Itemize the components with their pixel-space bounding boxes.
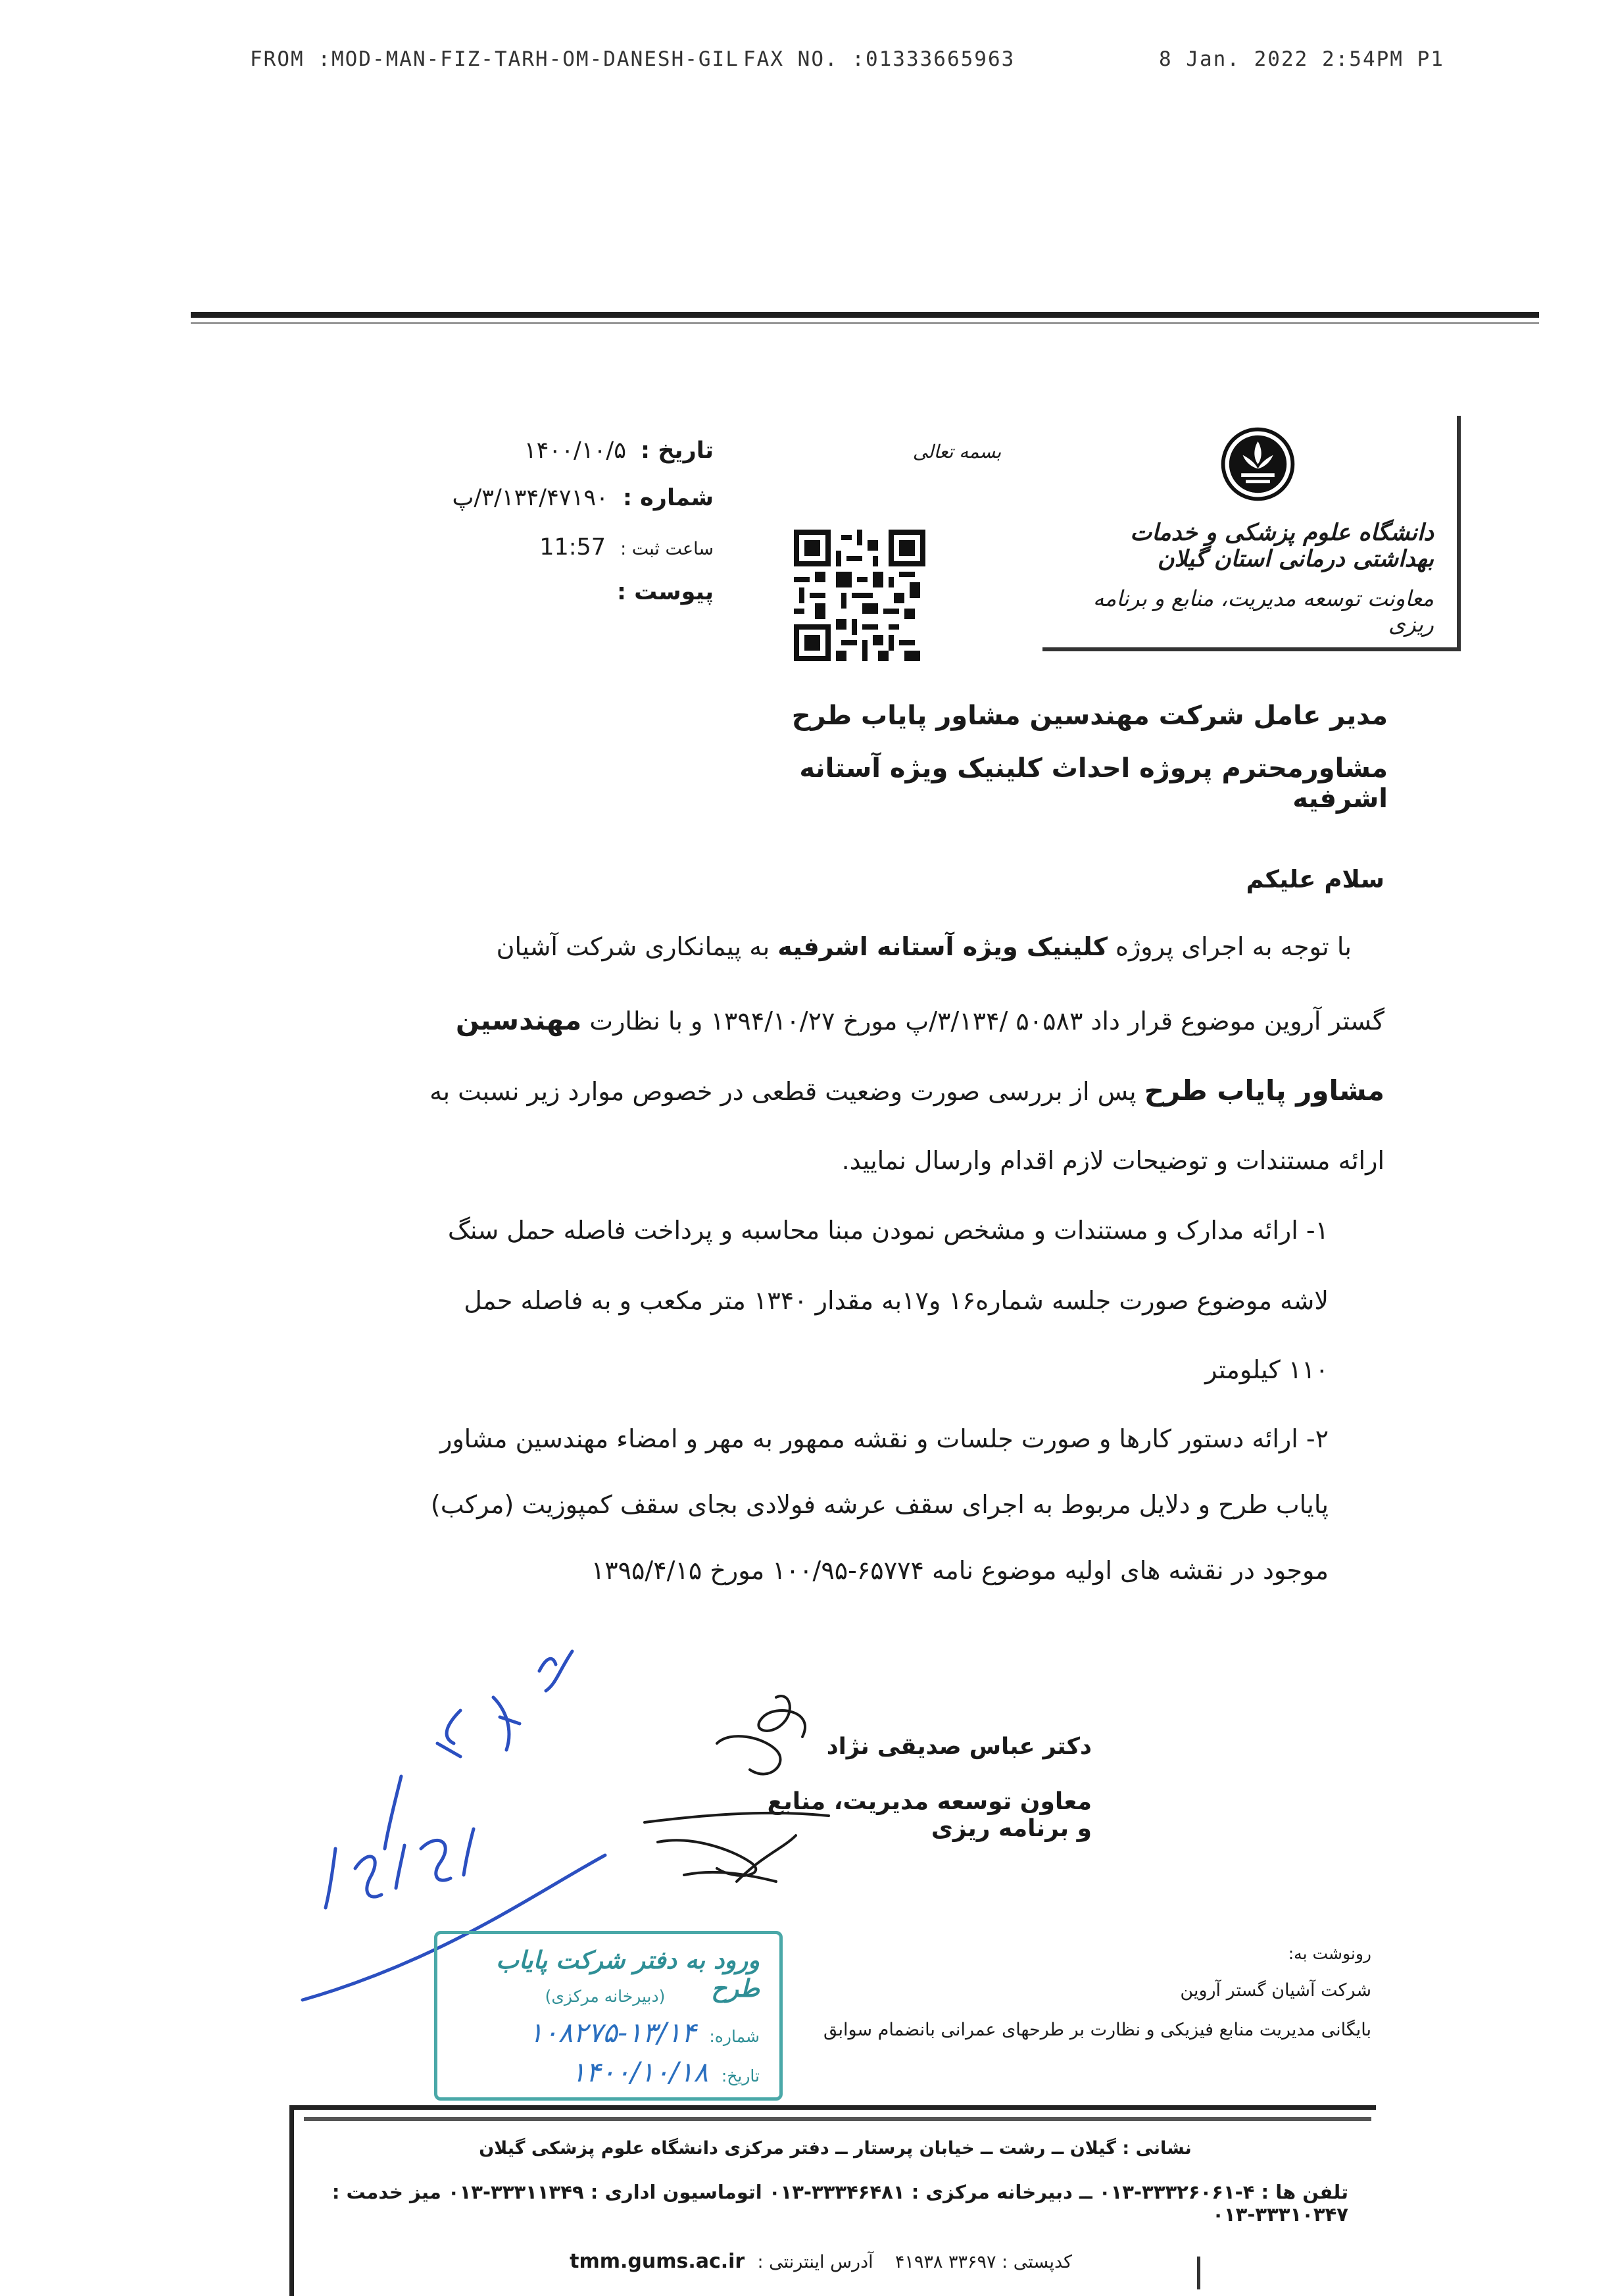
top-rule-thin <box>191 322 1539 324</box>
footer-divider <box>1197 2257 1200 2289</box>
attachment-row <box>372 579 714 605</box>
stamp-date-value: ۱۴۰۰/۱۰/۱۸ <box>571 2056 708 2088</box>
footer-rule <box>304 2117 1371 2121</box>
time-row <box>372 534 714 561</box>
stamp-number-row <box>451 2016 760 2049</box>
footer-website-label: آدرس اینترنتی : <box>757 2252 873 2272</box>
signatory-title: معاون توسعه مدیریت، منابع و برنامه ریزی <box>767 1788 1092 1842</box>
body-text: با توجه به اجرای پروژه <box>1107 932 1352 961</box>
stamp-subtitle: (دبیرخانه مرکزی) <box>545 1987 666 2006</box>
university-emblem-icon <box>1220 426 1296 502</box>
item-2-line-2: پایاب طرح و دلایل مربوط به اجرای سقف عرشه فولادی بجای سقف کمپوزیت (مرکب) <box>430 1490 1329 1519</box>
footer-phones: تلفن ها : ۴-۳۳۳۲۶۰۶۱-۰۱۳ ــ دبیرخانه مرکزی : ۳۳۳۴۶۴۸۱-۰۱۳ اتوماسیون اداری : ۳۳۳۱۱۳۴۹-۰۱۳ میز خدمت : ۳۳۳۱۰۳۴۷-۰۱۳ <box>331 2181 1348 2226</box>
body-text: پس از بررسی صورت وضعیت قطعی در خصوص موارد زیر نسبت به <box>429 1077 1144 1106</box>
item-2-line-3: موجود در نقشه های اولیه موضوع نامه ۶۵۷۷۴-۱۰۰/۹۵ مورخ ۱۳۹۵/۴/۱۵ <box>591 1556 1329 1585</box>
number-value: ۳/۱۳۴/۴۷۱۹۰/پ <box>452 485 608 511</box>
greeting: سلام علیکم <box>1246 865 1384 893</box>
cc-line-1: شرکت آشیان گستر آروین <box>1180 1980 1371 2001</box>
item-1-line-1: ۱- ارائه مدارک و مستندات و مشخص نمودن مبنا محاسبه و پرداخت فاصله حمل سنگ <box>447 1216 1329 1245</box>
signatory-name: دکتر عباس صدیقی نژاد <box>826 1734 1092 1760</box>
footer-website[interactable]: tmm.gums.ac.ir <box>570 2250 745 2273</box>
top-rule <box>191 312 1539 318</box>
project-name: کلینیک ویژه آستانه اشرفیه <box>777 932 1108 961</box>
number-label: شماره : <box>622 485 714 511</box>
receipt-stamp <box>434 1931 783 2101</box>
department-name: معاونت توسعه مدیریت، منابع و برنامه ریزی <box>1092 586 1434 637</box>
date-row <box>372 437 714 464</box>
footer-address: نشانی : گیلان ــ رشت ــ خیابان پرستار ــ دفتر مرکزی دانشگاه علوم پزشکی گیلان <box>479 2138 1192 2159</box>
item-2-line-1: ۲- ارائه دستور کارها و صورت جلسات و نقشه ممهور به مهر و امضاء مهندسین مشاور <box>439 1424 1329 1453</box>
addressee-line-1: مدیر عامل شرکت مهندسین مشاور پایاب طرح <box>791 701 1388 731</box>
consultant-name: مهندسین <box>455 1004 582 1036</box>
fax-number: FAX NO. :01333665963 <box>743 47 1016 71</box>
item-1-line-3: ۱۱۰ کیلومتر <box>1205 1355 1329 1384</box>
footer-postal: کدپستی : ۳۳۶۹۷ ۴۱۹۳۸ <box>894 2252 1072 2272</box>
body-line-3 <box>368 1074 1384 1107</box>
stamp-number-value: ۱۳/۱۴-۱۰۸۲۷۵ <box>528 2016 697 2049</box>
body-line-2 <box>368 1004 1384 1036</box>
stamp-number-label: شماره: <box>709 2027 760 2046</box>
time-label: ساعت ثبت : <box>620 539 714 559</box>
body-text: گستر آروین موضوع قرار داد ۵۰۵۸۳ /۳/۱۳۴/پ مورخ ۱۳۹۴/۱۰/۲۷ و با نظارت <box>581 1007 1384 1036</box>
stamp-date-row <box>451 2056 760 2088</box>
fax-from: FROM :MOD-MAN-FIZ-TARH-OM-DANESH-GIL <box>250 47 739 71</box>
consultant-name: مشاور پایاب طرح <box>1144 1074 1384 1107</box>
qr-code-icon <box>794 530 925 661</box>
item-1-line-2: لاشه موضوع صورت جلسه شماره۱۶ و۱۷به مقدار ۱۳۴۰ متر مکعب و به فاصله حمل <box>464 1286 1329 1315</box>
cc-title: رونوشت به: <box>1288 1944 1371 1963</box>
footer-postal-web <box>322 2250 1072 2273</box>
stamp-title: ورود به دفتر شرکت پایاب طرح <box>496 1946 760 2003</box>
stamp-date-label: تاریخ: <box>721 2066 760 2085</box>
date-label: تاریخ : <box>641 437 714 464</box>
body-text: به پیمانکاری شرکت آشیان <box>496 932 778 961</box>
attachment-label: پیوست : <box>616 579 714 605</box>
basmala: بسمه تعالی <box>912 441 1002 462</box>
date-value: ۱۴۰۰/۱۰/۵ <box>524 437 627 464</box>
body-line-1 <box>368 934 1384 959</box>
addressee-line-2: مشاورمحترم پروژه احداث کلینیک ویژه آستانه اشرفیه <box>799 753 1388 814</box>
time-value: 11:57 <box>539 534 606 561</box>
number-row <box>372 485 714 511</box>
university-name: دانشگاه علوم پزشکی و خدمات بهداشتی درمانی استان گیلان <box>1130 520 1434 572</box>
cc-line-2: بایگانی مدیریت منابع فیزیکی و نظارت بر طرحهای عمرانی بانضمام سوابق <box>823 2020 1371 2040</box>
fax-date-time: 8 Jan. 2022 2:54PM P1 <box>1159 47 1444 71</box>
body-line-4: ارائه مستندات و توضیحات لازم اقدام وارسال نمایید. <box>841 1146 1384 1175</box>
